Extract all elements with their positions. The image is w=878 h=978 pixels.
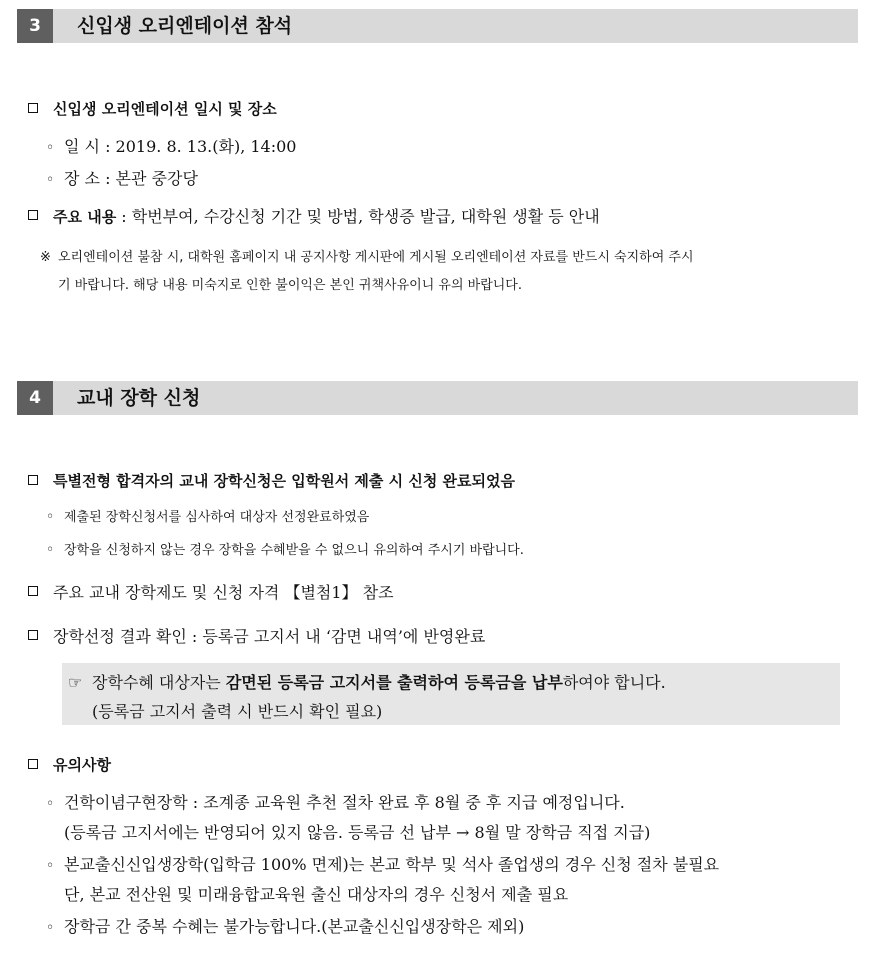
s3-item1-heading-row [28,98,277,119]
pointing-hand-icon: ☞ [68,673,83,692]
section-3-number: 3 [17,9,53,43]
s3-item2-row [28,204,600,227]
section-4-number: 4 [17,381,53,415]
s4-item4-bullet-1-cont: (등록금 고지서에는 반영되어 있지 않음. 등록금 선 납부 → 8월 말 장학금 직접 지급) [64,823,651,842]
circle-bullet-icon: ◦ [46,140,55,156]
section-4-title: 교내 장학 신청 [77,387,201,409]
checkbox-square-icon [28,759,38,769]
circle-bullet-icon: ◦ [46,172,55,188]
section-4-header [17,381,858,415]
s4-item1-bullet-1: ◦ 제출된 장학신청서를 심사하여 대상자 선정완료하였음 [46,509,370,525]
s4-item1-heading: 특별전형 합격자의 교내 장학신청은 입학원서 제출 시 신청 완료되었음 [53,472,515,490]
note-mark-icon: ※ [40,250,51,265]
checkbox-square-icon [28,630,38,640]
s3-note-line-2: 기 바랍니다. 해당 내용 미숙지로 인한 불이익은 본인 귀책사유이니 유의 바랍니다. [58,278,523,293]
checkbox-square-icon [28,475,38,485]
callout-bold-text: 감면된 등록금 고지서를 출력하여 등록금을 납부 [225,673,563,692]
circle-bullet-icon: ◦ [46,542,55,558]
circle-bullet-icon: ◦ [46,920,55,936]
s3-item2-heading-rest: : 학번부여, 수강신청 기간 및 방법, 학생증 발급, 대학원 생활 등 안내 [116,207,600,226]
s4-item4-bullet-2: ◦ 본교출신신입생장학(입학금 100% 면제)는 본교 학부 및 석사 졸업생의 경우 신청 절차 불필요 [46,855,720,874]
s3-item1-bullet-1: ◦ 일 시 : 2019. 8. 13.(화), 14:00 [46,137,297,156]
s4-item4-bullet-2-cont: 단, 본교 전산원 및 미래융합교육원 출신 대상자의 경우 신청서 제출 필요 [64,885,569,904]
checkbox-square-icon [28,586,38,596]
section-3-title: 신입생 오리엔테이션 참석 [77,15,293,37]
callout-line-1: ☞ 장학수혜 대상자는 감면된 등록금 고지서를 출력하여 등록금을 납부하여야 합니다. [68,673,666,692]
s4-item4-heading: 유의사항 [53,756,111,774]
circle-bullet-icon: ◦ [46,858,55,874]
s4-item4-bullet-1: ◦ 건학이념구현장학 : 조계종 교육원 추천 절차 완료 후 8월 중 후 지급 예정입니다. [46,793,625,812]
s4-item2-text: 주요 교내 장학제도 및 신청 자격 【별첨1】 참조 [53,583,394,602]
s3-item2-heading-bold: 주요 내용 [53,208,117,226]
circle-bullet-icon: ◦ [46,796,55,812]
s4-item3-row [28,624,485,647]
s4-item4-bullet-3: ◦ 장학금 간 중복 수혜는 불가능합니다.(본교출신신입생장학은 제외) [46,917,525,936]
s4-item1-bullet-2: ◦ 장학을 신청하지 않는 경우 장학을 수혜받을 수 없으니 유의하여 주시기 바랍니다. [46,542,524,558]
s3-item1-bullet-2: ◦ 장 소 : 본관 중강당 [46,169,198,188]
checkbox-square-icon [28,103,38,113]
s4-item4-heading-row [28,754,111,775]
s4-item2-row [28,580,394,603]
s3-note-line-1: ※ 오리엔테이션 불참 시, 대학원 홈페이지 내 공지사항 게시판에 게시될 오리엔테이션 자료를 반드시 숙지하여 주시 [40,250,694,265]
s4-item1-heading-row [28,470,515,491]
s4-item3-text: 장학선정 결과 확인 : 등록금 고지서 내 ‘감면 내역’에 반영완료 [53,627,486,646]
callout-line-2: (등록금 고지서 출력 시 반드시 확인 필요) [92,702,383,721]
s3-item1-heading: 신입생 오리엔테이션 일시 및 장소 [53,100,277,118]
section-3-header [17,9,858,43]
circle-bullet-icon: ◦ [46,509,55,525]
checkbox-square-icon [28,210,38,220]
